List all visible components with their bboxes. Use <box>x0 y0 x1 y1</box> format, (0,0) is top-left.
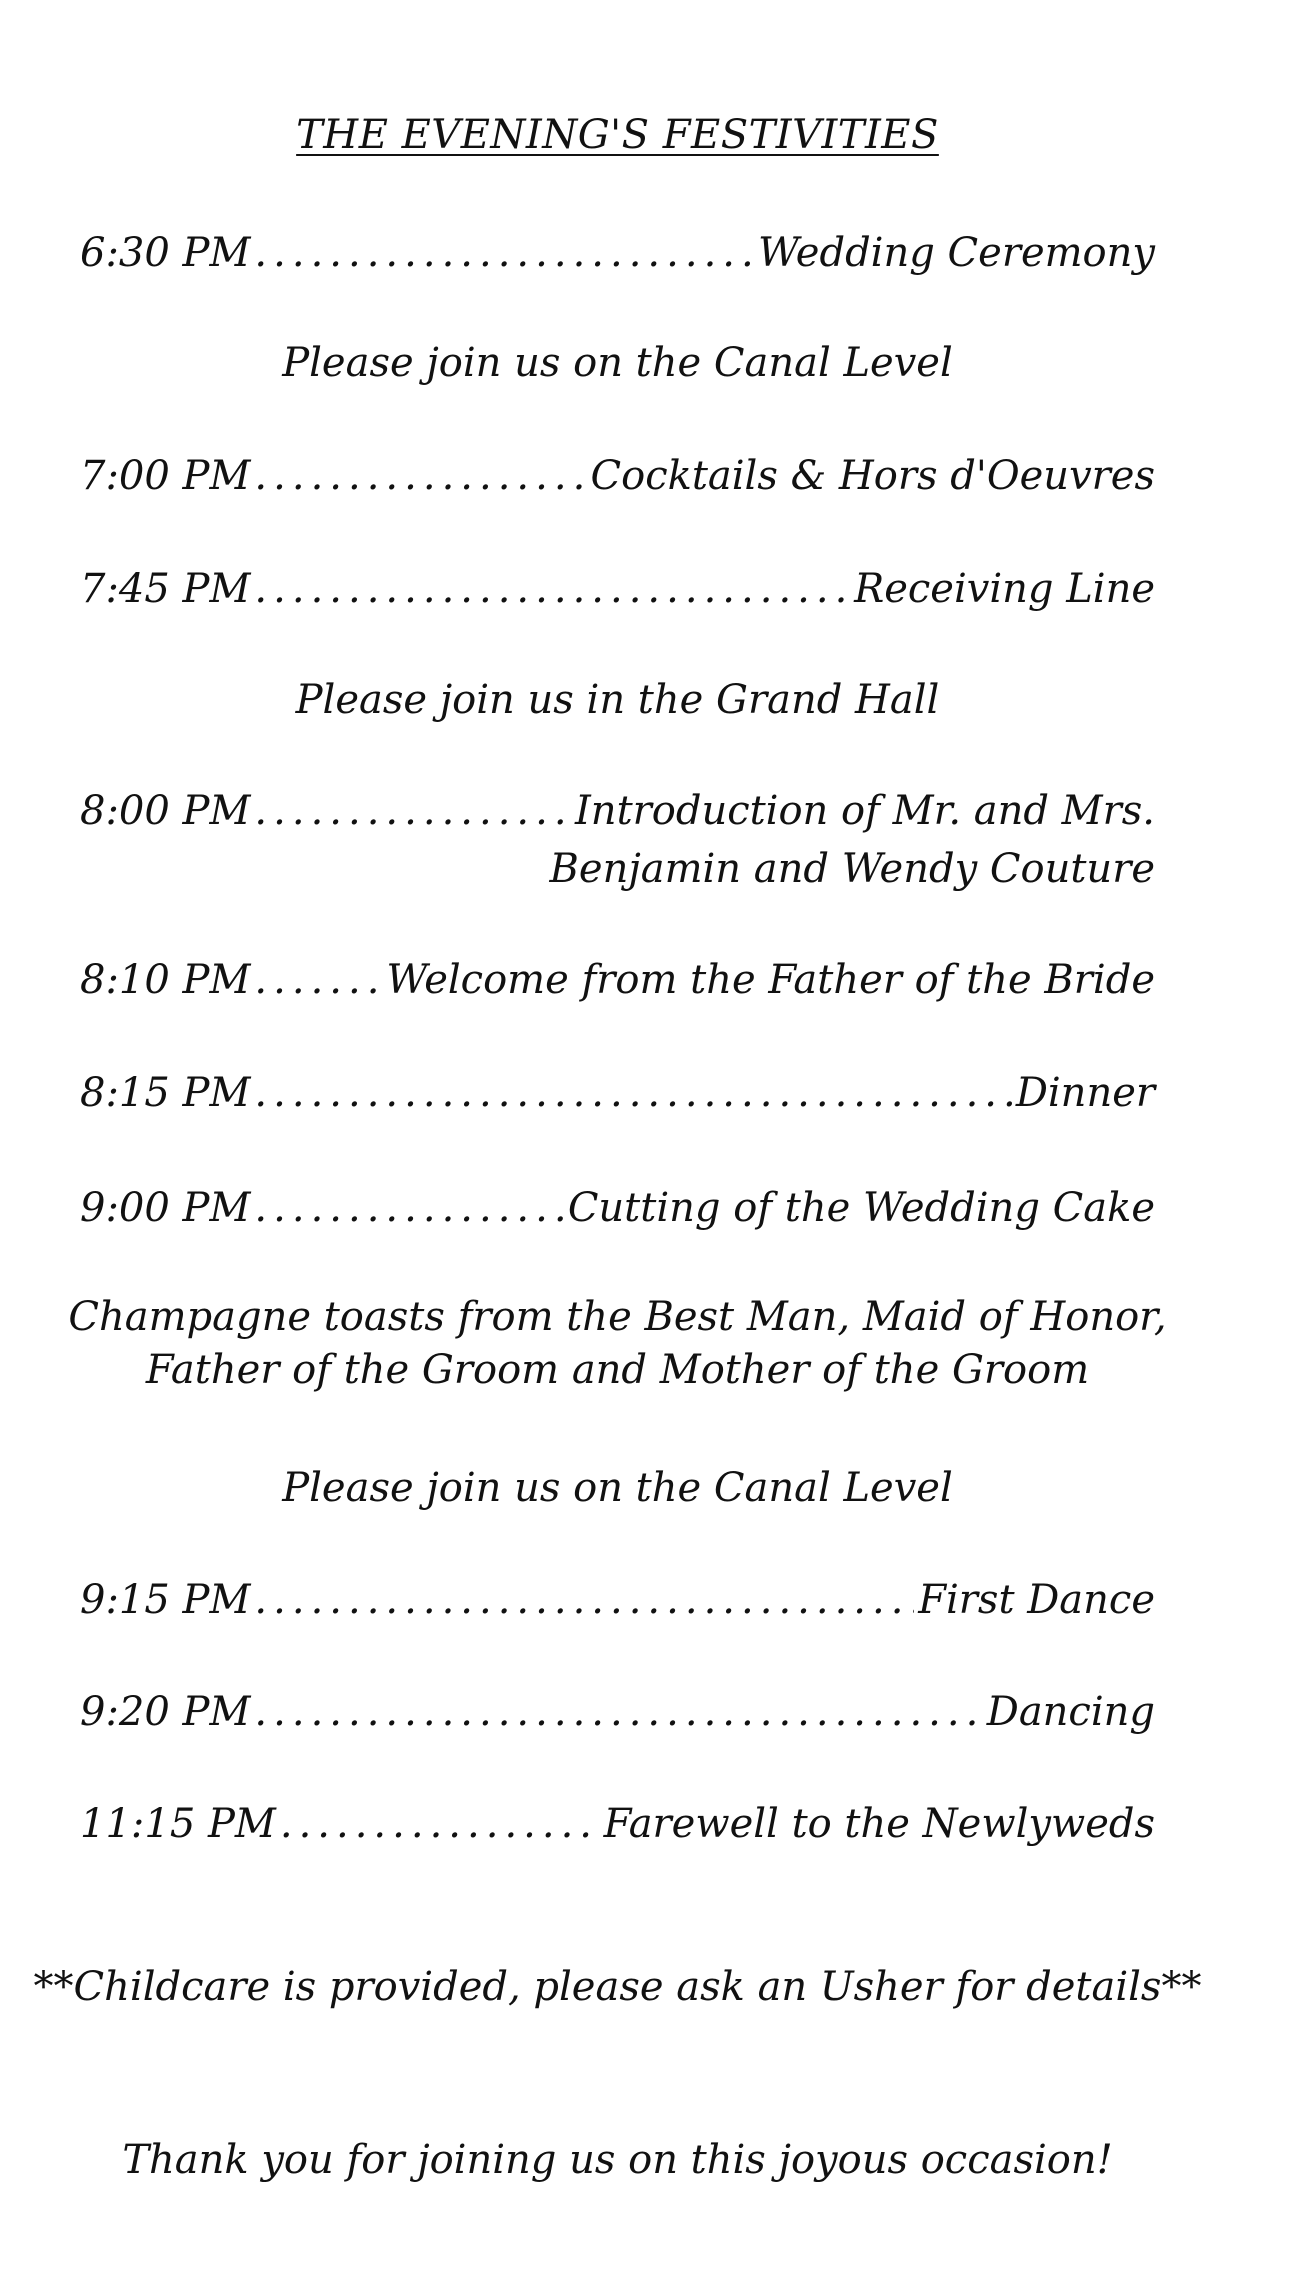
schedule-event: Welcome from the Father of the Bride <box>386 957 1155 1003</box>
schedule-time: 6:30 PM <box>80 230 251 276</box>
dot-leader <box>254 1692 982 1732</box>
schedule-event: Dinner <box>1015 1070 1155 1116</box>
schedule-row <box>80 453 1155 499</box>
schedule-event-continuation: Benjamin and Wendy Couture <box>549 846 1155 892</box>
schedule-row <box>80 230 1155 276</box>
schedule-row <box>80 788 1155 834</box>
page-title: THE EVENING'S FESTIVITIES <box>296 112 939 158</box>
schedule-event: Receiving Line <box>854 566 1155 612</box>
schedule-time: 8:15 PM <box>80 1070 251 1116</box>
dot-leader <box>254 791 571 831</box>
schedule-row <box>80 1689 1155 1735</box>
dot-leader <box>280 1804 600 1844</box>
thank-you-note: Thank you for joining us on this joyous occasion! <box>122 2137 1113 2183</box>
dot-leader <box>254 1188 563 1228</box>
location-note: Please join us in the Grand Hall <box>295 677 940 723</box>
schedule-event: Introduction of Mr. and Mrs. <box>575 788 1155 834</box>
schedule-time: 8:10 PM <box>80 957 251 1003</box>
schedule-event: Farewell to the Newlyweds <box>603 1801 1155 1847</box>
schedule-row <box>80 1185 1155 1231</box>
schedule-event: First Dance <box>918 1577 1155 1623</box>
childcare-note: **Childcare is provided, please ask an Usher for details** <box>33 1964 1202 2010</box>
dot-leader <box>254 233 754 273</box>
dot-leader <box>254 960 382 1000</box>
dot-leader <box>254 1580 914 1620</box>
schedule-time: 7:45 PM <box>80 566 251 612</box>
schedule-row <box>80 1801 1155 1847</box>
dot-leader <box>254 1073 1011 1113</box>
schedule-time: 9:20 PM <box>80 1689 251 1735</box>
schedule-row <box>80 566 1155 612</box>
schedule-row <box>80 1577 1155 1623</box>
dot-leader <box>254 456 586 496</box>
toasts-note-line2: Father of the Groom and Mother of the Groom <box>145 1347 1090 1393</box>
schedule-event: Dancing <box>986 1689 1155 1735</box>
schedule-event: Cocktails & Hors d'Oeuvres <box>590 453 1155 499</box>
location-note: Please join us on the Canal Level <box>282 340 953 386</box>
dot-leader <box>254 569 850 609</box>
location-note: Please join us on the Canal Level <box>282 1465 953 1511</box>
schedule-event: Cutting of the Wedding Cake <box>567 1185 1155 1231</box>
schedule-time: 8:00 PM <box>80 788 251 834</box>
schedule-time: 9:00 PM <box>80 1185 251 1231</box>
schedule-row <box>80 957 1155 1003</box>
schedule-event: Wedding Ceremony <box>757 230 1155 276</box>
schedule-row <box>80 1070 1155 1116</box>
schedule-time: 9:15 PM <box>80 1577 251 1623</box>
schedule-time: 11:15 PM <box>80 1801 276 1847</box>
schedule-time: 7:00 PM <box>80 453 251 499</box>
toasts-note-line1: Champagne toasts from the Best Man, Maid of Honor, <box>68 1294 1167 1340</box>
